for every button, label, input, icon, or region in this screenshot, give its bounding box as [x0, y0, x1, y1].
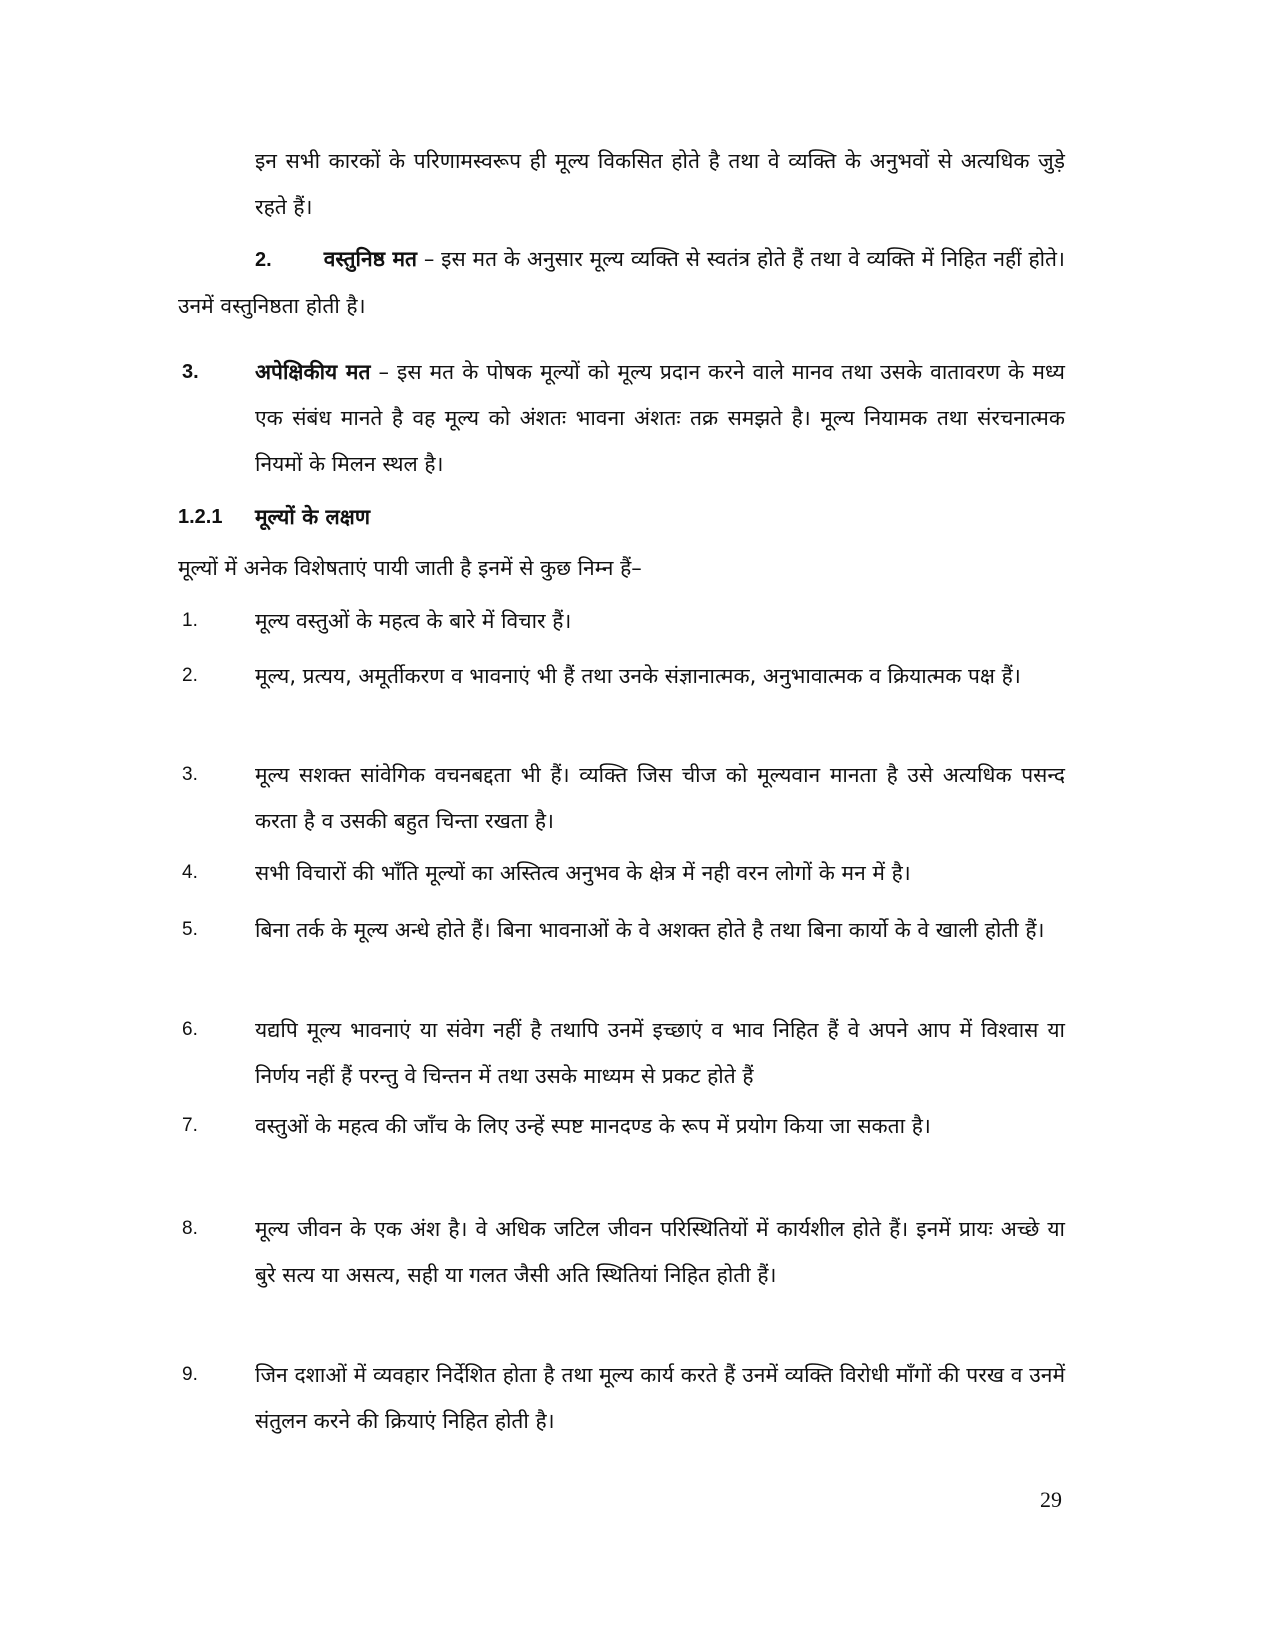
list-item-number: 5.: [182, 919, 198, 940]
objective-view-paragraph: [178, 236, 1065, 329]
list-item-number: 3.: [182, 764, 198, 785]
page-number: 29: [1040, 1487, 1062, 1512]
section-intro: मूल्यों में अनेक विशेषताएं पायी जाती है इनमें से कुछ निम्न हैं–: [178, 556, 642, 580]
list-item: वस्तुओं के महत्व की जाँच के लिए उन्हें स्पष्ट मानदण्ड के रूप में प्रयोग किया जा सकता है।: [255, 1114, 931, 1138]
list-item-number: 8.: [182, 1218, 198, 1239]
list-item-number: 4.: [182, 862, 198, 883]
list-item: मूल्य, प्रत्यय, अमूर्तीकरण व भावनाएं भी हैं तथा उनके संज्ञानात्मक, अनुभावात्मक व क्रियात्मक पक्ष हैं।: [255, 664, 1021, 688]
list-item: मूल्य सशक्त सांवेगिक वचनबद्दता भी हैं। व्यक्ति जिस चीज को मूल्यवान मानता है उसे अत्यधिक पसन्द करता है व उसकी बहुत चिन्ता रखता है।: [255, 763, 1065, 833]
objective-view-number: 2.: [255, 249, 272, 271]
list-item: मूल्य वस्तुओं के महत्व के बारे में विचार हैं।: [255, 609, 572, 633]
relative-view-number: 3.: [182, 361, 199, 383]
list-item: सभी विचारों की भाँति मूल्यों का अस्तित्व अनुभव के क्षेत्र में नही वरन लोगों के मन में है।: [255, 861, 911, 885]
relative-view-paragraph: [255, 349, 1065, 487]
list-item-number: 6.: [182, 1019, 198, 1040]
objective-view-term: वस्तुनिष्ठ मत: [323, 247, 417, 271]
list-item: बिना तर्क के मूल्य अन्धे होते हैं। बिना भावनाओं के वे अशक्त होते है तथा बिना कार्यो के वे खाली होती हैं।: [255, 918, 1045, 942]
objective-view-text: – इस मत के अनुसार मूल्य व्यक्ति से स्वतंत्र होते हैं तथा वे व्यक्ति में निहित नहीं होते। उनमें वस्तुनिष्ठता होती है।: [178, 247, 1065, 318]
list-item-number: 2.: [182, 665, 198, 686]
list-item-number: 9.: [182, 1364, 198, 1385]
intro-paragraph: इन सभी कारकों के परिणामस्वरूप ही मूल्य विकसित होते है तथा वे व्यक्ति के अनुभवों से अत्यधिक जुड़े रहते हैं।: [255, 149, 1065, 219]
list-item-number: 7.: [182, 1115, 198, 1136]
relative-view-text: – इस मत के पोषक मूल्यों को मूल्य प्रदान करने वाले मानव तथा उसके वातावरण के मध्य एक संबंध मानते है वह मूल्य को अंशतः भावना अंशतः तक्र समझते है। मूल्य नियामक तथा संरचनात्मक नियमों के मिलन स्थल है।: [255, 360, 1065, 476]
list-item-number: 1.: [182, 610, 198, 631]
section-title: मूल्यों के लक्षण: [255, 505, 371, 529]
list-item: मूल्य जीवन के एक अंश है। वे अधिक जटिल जीवन परिस्थितियों में कार्यशील होते हैं। इनमें प्रायः अच्छे या बुरे सत्य या असत्य, सही या गलत जैसी अति स्थितियां निहित होती हैं।: [255, 1217, 1065, 1287]
list-item: जिन दशाओं में व्यवहार निर्देशित होता है तथा मूल्य कार्य करते हैं उनमें व्यक्ति विरोधी माँगों की परख व उनमें संतुलन करने की क्रियाएं निहित होती है।: [255, 1363, 1065, 1433]
list-item: यद्यपि मूल्य भावनाएं या संवेग नहीं है तथापि उनमें इच्छाएं व भाव निहित हैं वे अपने आप में विश्वास या निर्णय नहीं हैं परन्तु वे चिन्तन में तथा उसके माध्यम से प्रकट होते हैं: [255, 1018, 1065, 1088]
section-number: 1.2.1: [178, 506, 223, 528]
relative-view-term: अपेक्षिकीय मत: [255, 360, 371, 384]
